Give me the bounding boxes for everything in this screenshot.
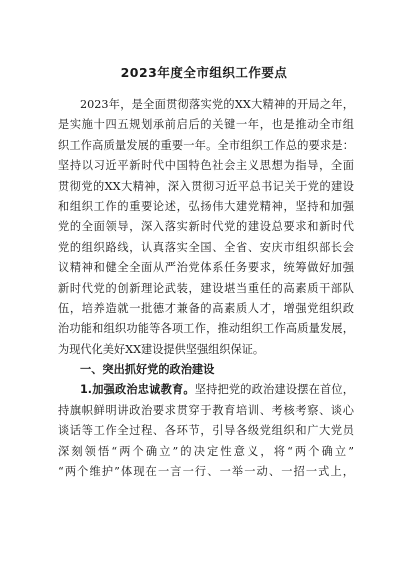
intro-line: 和组织工作的重要论述，弘扬伟大建党精神，坚持和加强 <box>58 199 354 213</box>
item-line: 深刻领悟“两个确立”的决定性意义，将“两个确立” <box>58 444 354 458</box>
item-line: 谈话等工作全过程、各环节，引导各级党组织和广大党员 <box>58 424 354 438</box>
intro-line: 贯彻党的XX大精神，深入贯彻习近平总书记关于党的建设 <box>58 179 354 193</box>
intro-line: 新时代党的创新理论武装，建设堪当重任的高素质干部队 <box>58 281 354 295</box>
intro-line: 为现代化美好XX建设提供坚强组织保证。 <box>58 342 265 356</box>
intro-line: 伍，培养造就一批德才兼备的高素质人才，增强党组织政 <box>58 301 354 315</box>
intro-line: 2023年，是全面贯彻落实党的XX大精神的开局之年， <box>80 98 354 111</box>
item-line: “两个维护”体现在一言一行、一举一动、一招一式上， <box>58 465 354 479</box>
item-line: 持旗帜鲜明讲政治要求贯穿于教育培训、考核考察、谈心 <box>58 403 354 417</box>
item-heading: 1.加强政治忠诚教育。 <box>80 383 195 397</box>
intro-line: 织工作高质量发展的重要一年。全市组织工作总的要求是： <box>58 138 354 152</box>
intro-line: 是实施十四五规划承前启后的关键一年，也是推动全市组 <box>58 118 354 132</box>
item-line <box>58 380 354 400</box>
intro-line: 坚持以习近平新时代中国特色社会主义思想为指导，全面 <box>58 159 354 173</box>
item-text: 坚持把党的政治建设摆在首位， <box>194 383 354 397</box>
intro-line: 议精神和健全全面从严治党体系任务要求，统筹做好加强 <box>58 261 354 275</box>
section-heading: 一、突出抓好党的政治建设 <box>80 363 215 377</box>
document-body <box>58 95 354 482</box>
intro-line: 治功能和组织功能等各项工作，推动组织工作高质量发展， <box>58 322 354 336</box>
document-title: 2023年度全市组织工作要点 <box>120 65 288 80</box>
intro-line: 党的组织路线，认真落实全国、全省、安庆市组织部长会 <box>58 240 354 254</box>
intro-line: 党的全面领导，深入落实新时代党的建设总要求和新时代 <box>58 220 354 234</box>
